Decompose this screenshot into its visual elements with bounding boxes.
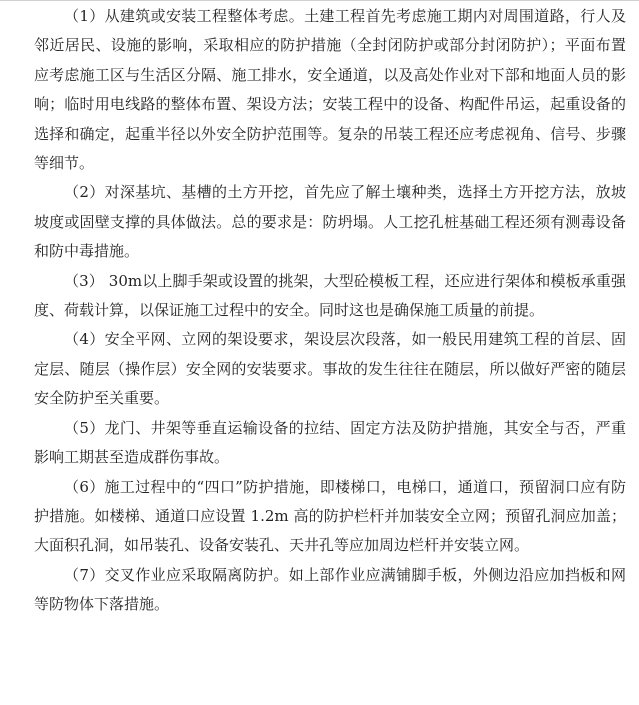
paragraph-7: （7）交叉作业应采取隔离防护。如上部作业应满铺脚手板，外侧边沿应加挡板和网等防物体下落措施。 xyxy=(34,565,626,614)
page-top-border xyxy=(0,0,639,1)
paragraph-5: （5）龙门、井架等垂直运输设备的拉结、固定方法及防护措施，其安全与否，严重影响工期甚至造成群伤事故。 xyxy=(34,418,626,467)
document-body xyxy=(34,2,626,620)
paragraph-3: （3） 30m以上脚手架或设置的挑架，大型砼模板工程，还应进行架体和模板承重强度、荷载计算，以保证施工过程中的安全。同时这也是确保施工质量的前提。 xyxy=(34,271,626,320)
paragraph-6: （6）施工过程中的“四口”防护措施，即楼梯口，电梯口，通道口，预留洞口应有防护措施。如楼梯、通道口应设置 1.2m 高的防护栏杆并加装安全立网；预留孔洞应加盖；大面积孔洞，如吊装孔、设备安装孔、天井孔等应加周边栏杆并安装立网。 xyxy=(34,477,626,555)
paragraph-2: （2）对深基坑、基槽的土方开挖，首先应了解土壤种类，选择土方开挖方法，放坡坡度或固壁支撑的具体做法。总的要求是：防坍塌。人工挖孔桩基础工程还须有测毒设备和防中毒措施。 xyxy=(34,183,626,261)
paragraph-1: （1）从建筑或安装工程整体考虑。土建工程首先考虑施工期内对周围道路，行人及邻近居民、设施的影响，采取相应的防护措施（全封闭防护或部分封闭防护）；平面布置应考虑施工区与生活区分隔、施工排水，安全通道，以及高处作业对下部和地面人员的影响；临时用电线路的整体布置、架设方法；安装工程中的设备、构配件吊运，起重设备的选择和确定，起重半径以外安全防护范围等。复杂的吊装工程还应考虑视角、信号、步骤等细节。 xyxy=(34,7,626,173)
paragraph-4: （4）安全平网、立网的架设要求，架设层次段落，如一般民用建筑工程的首层、固定层、随层（操作层）安全网的安装要求。事故的发生往往在随层，所以做好严密的随层安全防护至关重要。 xyxy=(34,330,626,408)
